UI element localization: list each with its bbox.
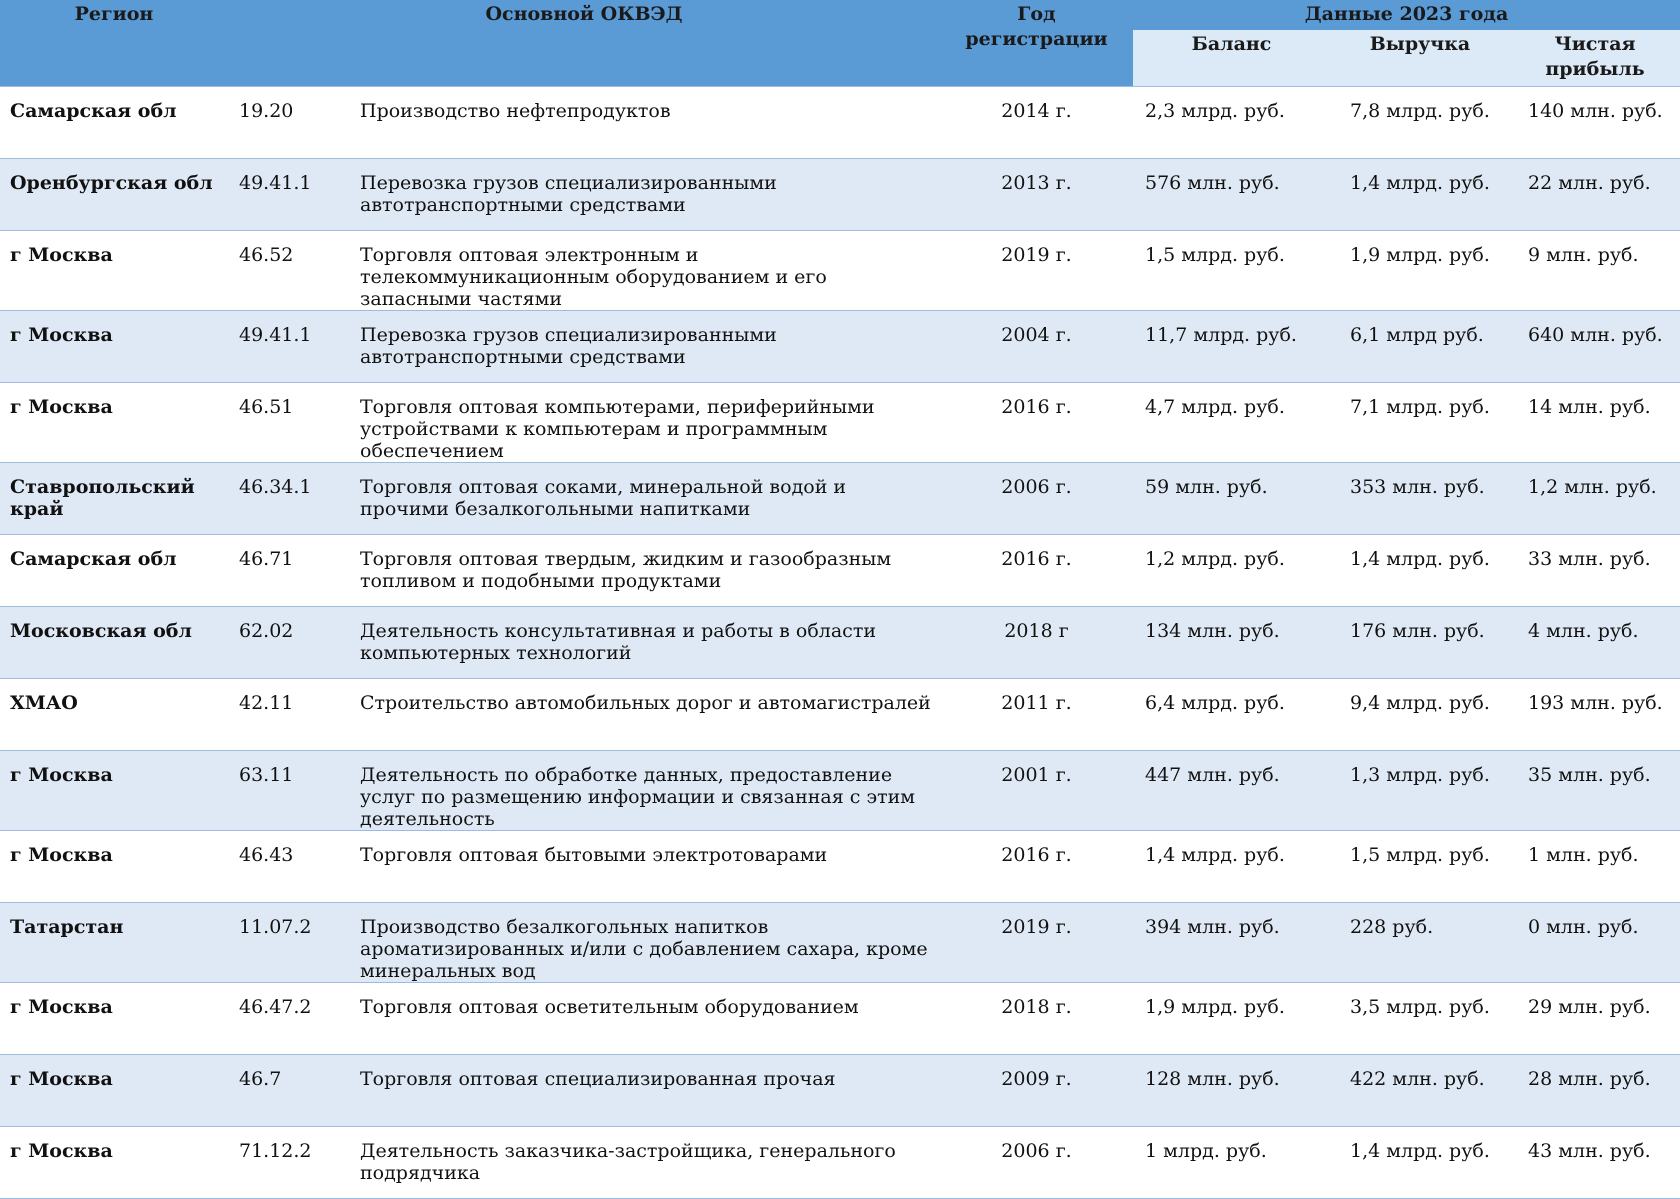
balance-cell: 394 млн. руб. — [1133, 903, 1330, 983]
revenue-cell: 1,4 млрд. руб. — [1330, 159, 1510, 231]
region-cell: г Москва — [0, 231, 228, 311]
revenue-cell: 1,4 млрд. руб. — [1330, 1127, 1510, 1199]
net-profit-cell: 4 млн. руб. — [1510, 607, 1680, 679]
okved-code-cell: 46.7 — [228, 1055, 348, 1127]
okved-activity-cell: Торговля оптовая твердым, жидким и газообразным топливом и подобными продуктами — [348, 535, 940, 607]
balance-cell: 4,7 млрд. руб. — [1133, 383, 1330, 463]
okved-activity-cell: Строительство автомобильных дорог и автомагистралей — [348, 679, 940, 751]
header-revenue: Выручка — [1330, 30, 1510, 87]
net-profit-cell: 1 млн. руб. — [1510, 831, 1680, 903]
table-row — [0, 311, 1680, 383]
registration-year-cell: 2006 г. — [940, 1127, 1133, 1199]
region-cell: Московская обл — [0, 607, 228, 679]
okved-code-cell: 42.11 — [228, 679, 348, 751]
okved-activity-cell: Торговля оптовая бытовыми электротоварами — [348, 831, 940, 903]
revenue-cell: 1,4 млрд. руб. — [1330, 535, 1510, 607]
net-profit-cell: 140 млн. руб. — [1510, 87, 1680, 159]
header-balance: Баланс — [1133, 30, 1330, 87]
header-region: Регион — [0, 0, 228, 87]
revenue-cell: 176 млн. руб. — [1330, 607, 1510, 679]
okved-code-cell: 62.02 — [228, 607, 348, 679]
registration-year-cell: 2016 г. — [940, 383, 1133, 463]
registration-year-cell: 2016 г. — [940, 535, 1133, 607]
registration-year-cell: 2014 г. — [940, 87, 1133, 159]
region-cell: г Москва — [0, 311, 228, 383]
registration-year-cell: 2006 г. — [940, 463, 1133, 535]
balance-cell: 1,4 млрд. руб. — [1133, 831, 1330, 903]
okved-activity-cell: Производство безалкогольных напитков ароматизированных и/или с добавлением сахара, кроме минеральных вод — [348, 903, 940, 983]
region-cell: г Москва — [0, 831, 228, 903]
registration-year-cell: 2016 г. — [940, 831, 1133, 903]
header-profit: Чистая прибыль — [1510, 30, 1680, 87]
net-profit-cell: 640 млн. руб. — [1510, 311, 1680, 383]
registration-year-cell: 2004 г. — [940, 311, 1133, 383]
revenue-cell: 7,1 млрд. руб. — [1330, 383, 1510, 463]
okved-code-cell: 46.52 — [228, 231, 348, 311]
registration-year-cell: 2018 г — [940, 607, 1133, 679]
okved-code-cell: 11.07.2 — [228, 903, 348, 983]
region-cell: ХМАО — [0, 679, 228, 751]
okved-activity-cell: Торговля оптовая электронным и телекоммуникационным оборудованием и его запасными частями — [348, 231, 940, 311]
table-row — [0, 1127, 1680, 1199]
balance-cell: 1,2 млрд. руб. — [1133, 535, 1330, 607]
okved-activity-cell: Деятельность консультативная и работы в области компьютерных технологий — [348, 607, 940, 679]
revenue-cell: 228 руб. — [1330, 903, 1510, 983]
okved-activity-cell: Деятельность заказчика-застройщика, генерального подрядчика — [348, 1127, 940, 1199]
okved-code-cell: 19.20 — [228, 87, 348, 159]
region-cell: Татарстан — [0, 903, 228, 983]
header-year: Год регистрации — [940, 0, 1133, 87]
okved-code-cell: 46.43 — [228, 831, 348, 903]
balance-cell: 1,9 млрд. руб. — [1133, 983, 1330, 1055]
okved-activity-cell: Торговля оптовая осветительным оборудованием — [348, 983, 940, 1055]
okved-code-cell: 49.41.1 — [228, 159, 348, 231]
balance-cell: 11,7 млрд. руб. — [1133, 311, 1330, 383]
balance-cell: 2,3 млрд. руб. — [1133, 87, 1330, 159]
net-profit-cell: 28 млн. руб. — [1510, 1055, 1680, 1127]
header-data-2023: Данные 2023 года — [1133, 0, 1680, 30]
net-profit-cell: 14 млн. руб. — [1510, 383, 1680, 463]
okved-activity-cell: Перевозка грузов специализированными автотранспортными средствами — [348, 311, 940, 383]
okved-code-cell: 46.47.2 — [228, 983, 348, 1055]
net-profit-cell: 0 млн. руб. — [1510, 903, 1680, 983]
okved-code-cell: 46.71 — [228, 535, 348, 607]
registration-year-cell: 2011 г. — [940, 679, 1133, 751]
registration-year-cell: 2009 г. — [940, 1055, 1133, 1127]
registration-year-cell: 2019 г. — [940, 231, 1133, 311]
balance-cell: 1 млрд. руб. — [1133, 1127, 1330, 1199]
okved-code-cell: 49.41.1 — [228, 311, 348, 383]
okved-code-cell: 46.34.1 — [228, 463, 348, 535]
table-row — [0, 831, 1680, 903]
header-okved: Основной ОКВЭД — [228, 0, 940, 87]
balance-cell: 134 млн. руб. — [1133, 607, 1330, 679]
net-profit-cell: 193 млн. руб. — [1510, 679, 1680, 751]
table-row — [0, 903, 1680, 983]
net-profit-cell: 22 млн. руб. — [1510, 159, 1680, 231]
table-row — [0, 679, 1680, 751]
revenue-cell: 422 млн. руб. — [1330, 1055, 1510, 1127]
region-cell: г Москва — [0, 383, 228, 463]
table-body — [0, 87, 1680, 1199]
region-cell: г Москва — [0, 751, 228, 831]
net-profit-cell: 35 млн. руб. — [1510, 751, 1680, 831]
revenue-cell: 9,4 млрд. руб. — [1330, 679, 1510, 751]
balance-cell: 6,4 млрд. руб. — [1133, 679, 1330, 751]
balance-cell: 1,5 млрд. руб. — [1133, 231, 1330, 311]
region-cell: Ставропольский край — [0, 463, 228, 535]
region-cell: Самарская обл — [0, 535, 228, 607]
balance-cell: 576 млн. руб. — [1133, 159, 1330, 231]
okved-activity-cell: Торговля оптовая компьютерами, периферийными устройствами к компьютерам и программным обеспечением — [348, 383, 940, 463]
okved-activity-cell: Производство нефтепродуктов — [348, 87, 940, 159]
net-profit-cell: 43 млн. руб. — [1510, 1127, 1680, 1199]
table-row — [0, 463, 1680, 535]
okved-activity-cell: Перевозка грузов специализированными автотранспортными средствами — [348, 159, 940, 231]
net-profit-cell: 9 млн. руб. — [1510, 231, 1680, 311]
region-cell: г Москва — [0, 1127, 228, 1199]
revenue-cell: 7,8 млрд. руб. — [1330, 87, 1510, 159]
revenue-cell: 353 млн. руб. — [1330, 463, 1510, 535]
registration-year-cell: 2019 г. — [940, 903, 1133, 983]
table-row — [0, 87, 1680, 159]
table-row — [0, 607, 1680, 679]
registration-year-cell: 2001 г. — [940, 751, 1133, 831]
region-cell: г Москва — [0, 1055, 228, 1127]
okved-code-cell: 46.51 — [228, 383, 348, 463]
okved-activity-cell: Торговля оптовая специализированная прочая — [348, 1055, 940, 1127]
net-profit-cell: 29 млн. руб. — [1510, 983, 1680, 1055]
net-profit-cell: 1,2 млн. руб. — [1510, 463, 1680, 535]
revenue-cell: 1,9 млрд. руб. — [1330, 231, 1510, 311]
region-cell: Оренбургская обл — [0, 159, 228, 231]
table-row — [0, 983, 1680, 1055]
table-row — [0, 383, 1680, 463]
region-cell: г Москва — [0, 983, 228, 1055]
table-row — [0, 159, 1680, 231]
table-row — [0, 535, 1680, 607]
table-row — [0, 1055, 1680, 1127]
table-header — [0, 0, 1680, 87]
net-profit-cell: 33 млн. руб. — [1510, 535, 1680, 607]
okved-code-cell: 71.12.2 — [228, 1127, 348, 1199]
revenue-cell: 3,5 млрд. руб. — [1330, 983, 1510, 1055]
table-row — [0, 231, 1680, 311]
balance-cell: 447 млн. руб. — [1133, 751, 1330, 831]
okved-activity-cell: Деятельность по обработке данных, предоставление услуг по размещению информации и связанная с этим деятельность — [348, 751, 940, 831]
registration-year-cell: 2018 г. — [940, 983, 1133, 1055]
table-row — [0, 751, 1680, 831]
balance-cell: 128 млн. руб. — [1133, 1055, 1330, 1127]
region-cell: Самарская обл — [0, 87, 228, 159]
okved-activity-cell: Торговля оптовая соками, минеральной водой и прочими безалкогольными напитками — [348, 463, 940, 535]
revenue-cell: 1,5 млрд. руб. — [1330, 831, 1510, 903]
okved-code-cell: 63.11 — [228, 751, 348, 831]
revenue-cell: 6,1 млрд руб. — [1330, 311, 1510, 383]
revenue-cell: 1,3 млрд. руб. — [1330, 751, 1510, 831]
balance-cell: 59 млн. руб. — [1133, 463, 1330, 535]
registration-year-cell: 2013 г. — [940, 159, 1133, 231]
